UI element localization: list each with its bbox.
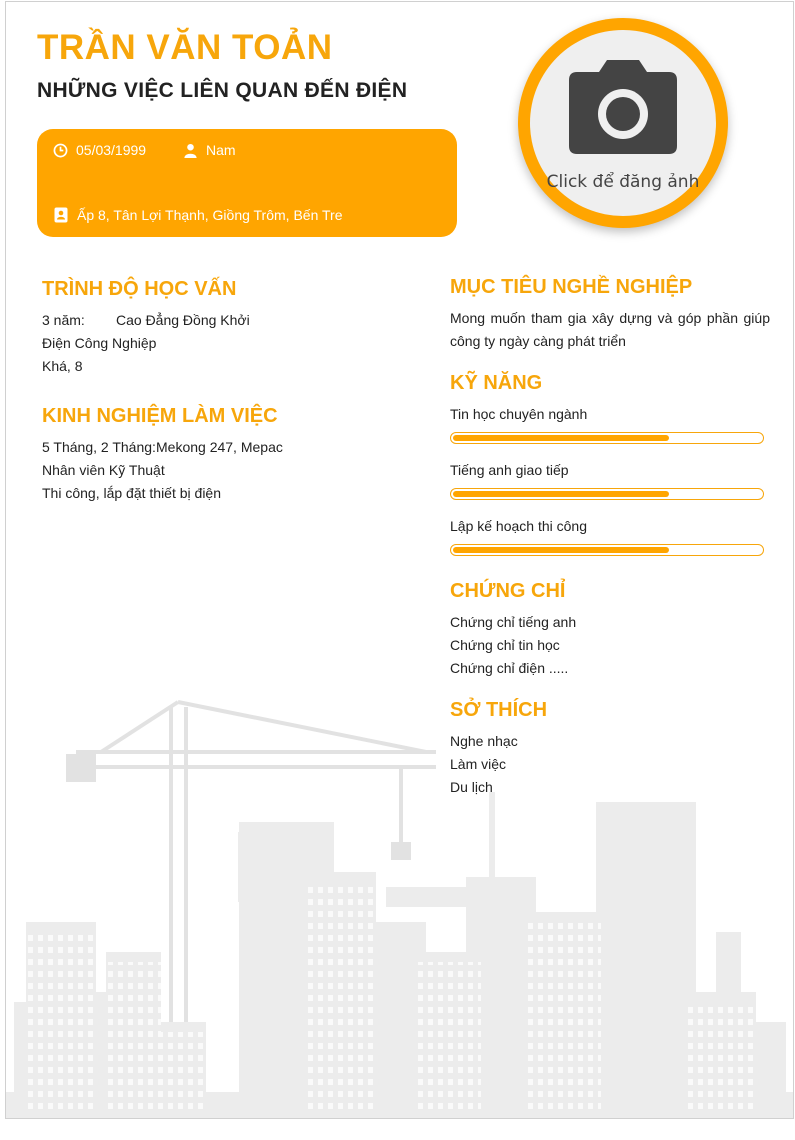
profile-photo-upload[interactable] xyxy=(518,18,728,228)
gender-row xyxy=(183,142,236,158)
city-skyline-illustration xyxy=(6,692,794,1119)
skill-bar-fill xyxy=(453,435,669,441)
photo-placeholder xyxy=(530,30,716,216)
experience-description: Thi công, lắp đặt thiết bị điện xyxy=(42,485,222,501)
certificate-item: Chứng chỉ tiếng anh xyxy=(450,614,577,630)
experience-title: KINH NGHIỆM LÀM VIỆC xyxy=(42,405,278,427)
skill-label: Lập kế hoạch thi công xyxy=(450,518,587,534)
hobby-item: Làm việc xyxy=(450,756,507,772)
skill-bar-fill xyxy=(453,491,669,497)
objective-text: Mong muốn tham gia xây dựng và góp phần giúp công ty ngày càng phát triển xyxy=(450,310,770,349)
education-school: Cao Đẳng Đồng Khởi xyxy=(116,312,250,328)
user-icon xyxy=(183,143,198,158)
certificate-item: Chứng chỉ điện ..... xyxy=(450,660,569,676)
education-duration: 3 năm: xyxy=(42,312,85,328)
hobby-item: Du lịch xyxy=(450,779,493,795)
birthdate-value: 05/03/1999 xyxy=(76,142,147,158)
clock-icon xyxy=(53,143,68,158)
experience-duration: 5 Tháng, 2 Tháng: xyxy=(42,439,156,455)
skill-label: Tiếng anh giao tiếp xyxy=(450,462,569,478)
hobbies-title: SỞ THÍCH xyxy=(450,699,548,721)
address-book-icon xyxy=(53,207,69,223)
address-row xyxy=(53,207,342,223)
hobby-item: Nghe nhạc xyxy=(450,733,518,749)
education-title: TRÌNH ĐỘ HỌC VẤN xyxy=(42,278,237,300)
camera-icon xyxy=(567,58,679,154)
birthdate-row xyxy=(53,142,146,158)
experience-position: Nhân viên Kỹ Thuật xyxy=(42,462,165,478)
education-grade: Khá, 8 xyxy=(42,358,83,374)
photo-upload-label: Click để đăng ảnh xyxy=(546,172,700,192)
education-major: Điện Công Nghiệp xyxy=(42,335,157,351)
personal-info-card xyxy=(37,129,457,237)
certificate-item: Chứng chỉ tin học xyxy=(450,637,560,653)
skill-bar xyxy=(450,432,764,444)
job-title: NHỮNG VIỆC LIÊN QUAN ĐẾN ĐIỆN xyxy=(37,79,408,102)
objective-title: MỤC TIÊU NGHỀ NGHIỆP xyxy=(450,276,693,298)
gender-value: Nam xyxy=(206,142,236,158)
cv-page xyxy=(5,1,794,1119)
skill-label: Tin học chuyên ngành xyxy=(450,406,588,422)
skill-bar-fill xyxy=(453,547,669,553)
address-value: Ấp 8, Tân Lợi Thạnh, Giồng Trôm, Bến Tre xyxy=(77,207,343,223)
experience-company: Mekong 247, Mepac xyxy=(156,439,283,455)
skill-bar xyxy=(450,544,764,556)
skill-bar xyxy=(450,488,764,500)
skills-title: KỸ NĂNG xyxy=(450,372,543,394)
candidate-name: TRẦN VĂN TOẢN xyxy=(37,28,333,67)
certificates-title: CHỨNG CHỈ xyxy=(450,580,566,602)
